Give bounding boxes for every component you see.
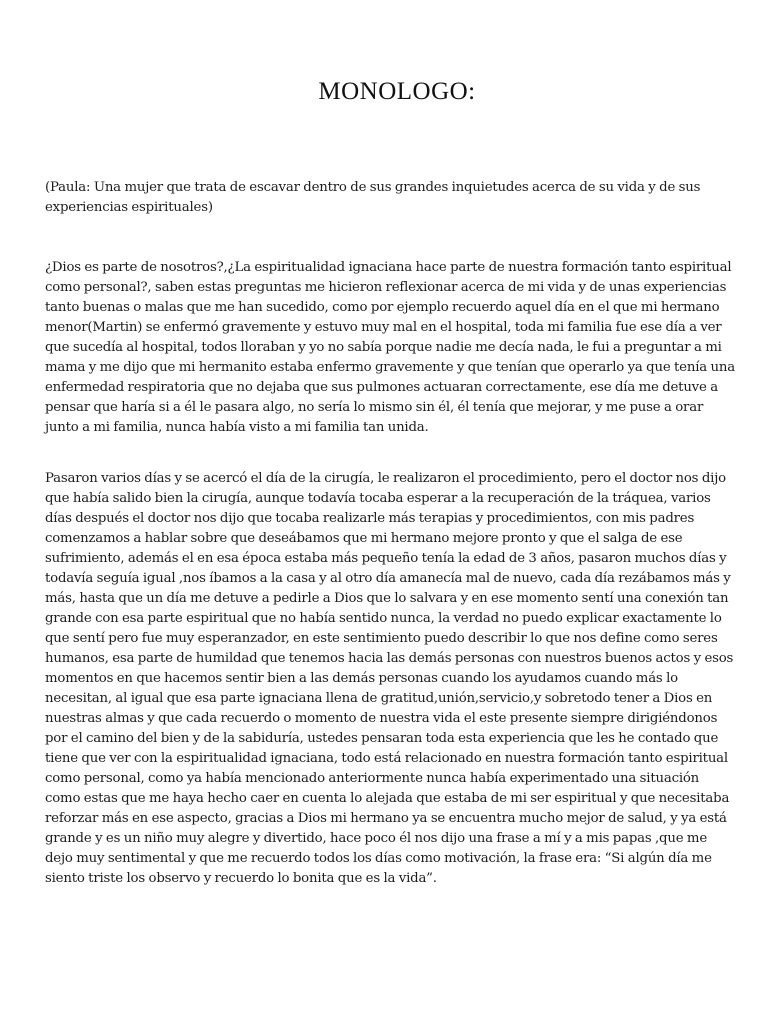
character-description-paragraph: (Paula: Una mujer que trata de escavar dentro de sus grandes inquietudes acerca de su vida y de sus experiencias espirituales) xyxy=(45,180,701,215)
body-paragraph-2: Pasaron varios días y se acercó el día de la cirugía, le realizaron el procedimiento, pero el doctor nos dijo que había salido bien la cirugía, aunque todavía tocaba esperar a la recuperación de la tráquea, varios días después el doctor nos dijo que tocaba realizarle más terapias y procedimientos, con mis padres comenzamos a hablar sobre que deseábamos que mi hermano mejore pronto y que el salga de ese sufrimiento, además el en esa época estaba más pequeño tenía la edad de 3 años, pasaron muchos días y todavía seguía igual ,nos íbamos a la casa y al otro día amanecía mal de nuevo, cada día rezábamos más y más, hasta que un día me detuve a pedirle a Dios que lo salvara y en ese momento sentí una conexión tan grande con esa parte espiritual que no había sentido nunca, la verdad no puedo explicar exactamente lo que sentí pero fue muy esperanzador, en este sentimiento puedo describir lo que nos define como seres humanos, esa parte de humildad que tenemos hacia las demás personas con nuestros buenos actos y esos momentos en que hacemos sentir bien a las demás personas cuando los ayudamos cuando más lo necesitan, al igual que esa parte ignaciana llena de gratitud,unión,servicio,y sobretodo tener a Dios en nuestras almas y que cada recuerdo o momento de nuestra vida el este presente siempre dirigiéndonos por el camino del bien y de la sabiduría, ustedes pensaran toda esta experiencia que les he contado que tiene que ver con la espiritualidad ignaciana, todo está relacionado en nuestra formación tanto espiritual como personal, como ya había mencionado anteriormente nunca había experimentado una situación como estas que me haya hecho caer en cuenta lo alejada que estaba de mi ser espiritual y que necesitaba reforzar más en ese aspecto, gracias a Dios mi hermano ya se encuentra mucho mejor de salud, y ya está grande y es un niño muy alegre y divertido, hace poco él nos dijo una frase a mí y a mis papas ,que me dejo muy sentimental y que me recuerdo todos los días como motivación, la frase era: “Si algún día me siento triste los observo y recuerdo lo bonita que es la vida”. xyxy=(45,471,734,886)
document-title: MONOLOGO: xyxy=(318,78,476,105)
body-paragraph-1: ¿Dios es parte de nosotros?,¿La espiritualidad ignaciana hace parte de nuestra formación tanto espiritual como personal?, saben estas preguntas me hicieron reflexionar acerca de mi vida y de unas experiencias tanto buenas o malas que me han sucedido, como por ejemplo recuerdo aquel día en el que mi hermano menor(Martin) se enfermó gravemente y estuvo muy mal en el hospital, toda mi familia fue ese día a ver que sucedía al hospital, todos lloraban y yo no sabía porque nadie me decía nada, le fui a preguntar a mi mama y me dijo que mi hermanito estaba enfermo gravemente y que tenían que operarlo ya que tenía una enfermedad respiratoria que no dejaba que sus pulmones actuaran correctamente, ese día me detuve a pensar que haría si a él le pasara algo, no sería lo mismo sin él, él tenía que mejorar, y me puse a orar junto a mi familia, nunca había visto a mi familia tan unida. xyxy=(45,260,735,435)
